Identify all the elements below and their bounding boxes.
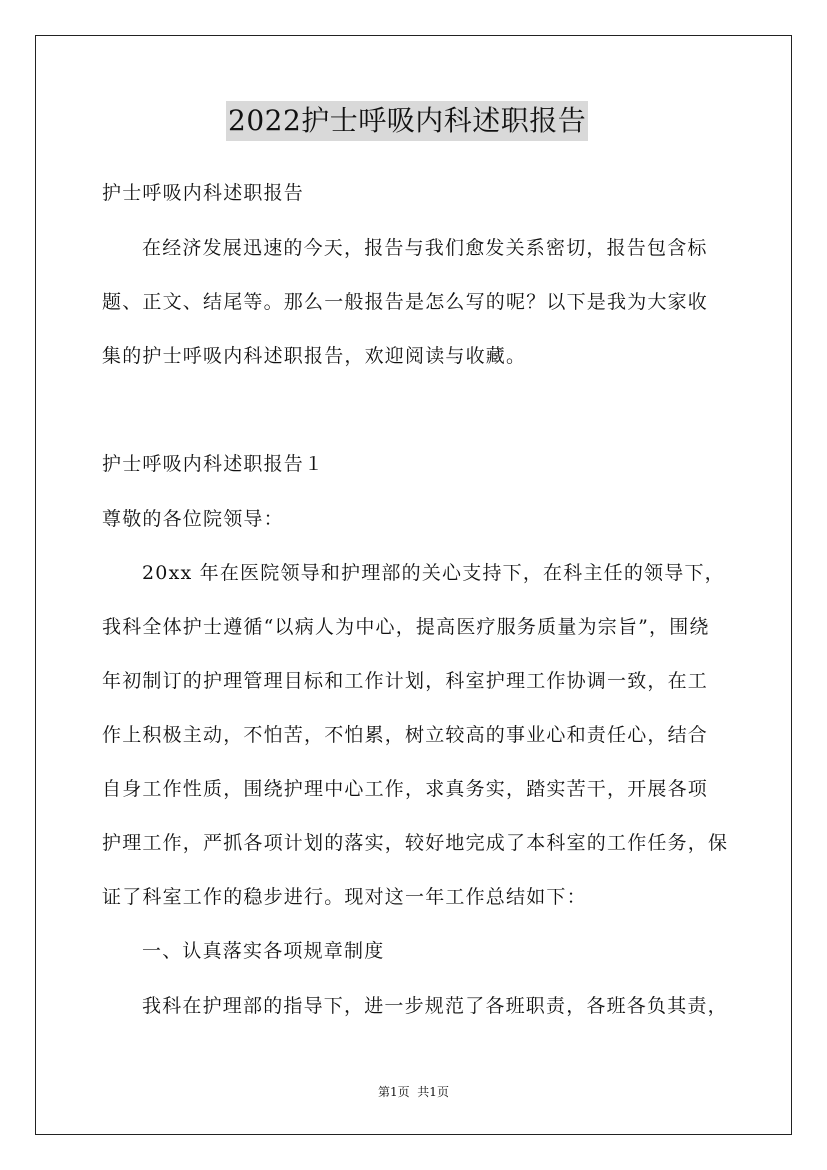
item-heading: 一、认真落实各项规章制度 [142,940,385,962]
body-line-2: 我科全体护士遵循“以病人为中心，提高医疗服务质量为宗旨”，围绕 [102,616,710,638]
document-title: 2022护士呼吸内科述职报告 [226,101,588,141]
document-subtitle: 护士呼吸内科述职报告 [102,182,305,204]
body-line-3: 年初制订的护理管理目标和工作计划，科室护理工作协调一致，在工 [102,670,709,692]
intro-line-3: 集的护士呼吸内科述职报告，欢迎阅读与收藏。 [102,345,527,367]
intro-line-1: 在经济发展迅速的今天，报告与我们愈发关系密切，报告包含标 [142,237,708,259]
section-heading: 护士呼吸内科述职报告１ [102,453,325,475]
body-line-6: 护理工作，严抓各项计划的落实，较好地完成了本科室的工作任务，保 [102,832,729,854]
body-line-1: 20xx 年在医院领导和护理部的关心支持下，在科主任的领导下， [142,562,725,584]
body-line-5: 自身工作性质，围绕护理中心工作，求真务实，踏实苦干，开展各项 [102,778,709,800]
body-line-4: 作上积极主动，不怕苦，不怕累，树立较高的事业心和责任心，结合 [102,724,709,746]
body-line-7: 证了科室工作的稳步进行。现对这一年工作总结如下： [102,886,587,908]
item-body-line-1: 我科在护理部的指导下，进一步规范了各班职责，各班各负其责， [142,995,728,1017]
intro-line-2: 题、正文、结尾等。那么一般报告是怎么写的呢？以下是我为大家收 [102,291,709,313]
salutation: 尊敬的各位院领导： [102,508,284,530]
page-number-footer: 第1页 共1页 [378,1085,449,1099]
